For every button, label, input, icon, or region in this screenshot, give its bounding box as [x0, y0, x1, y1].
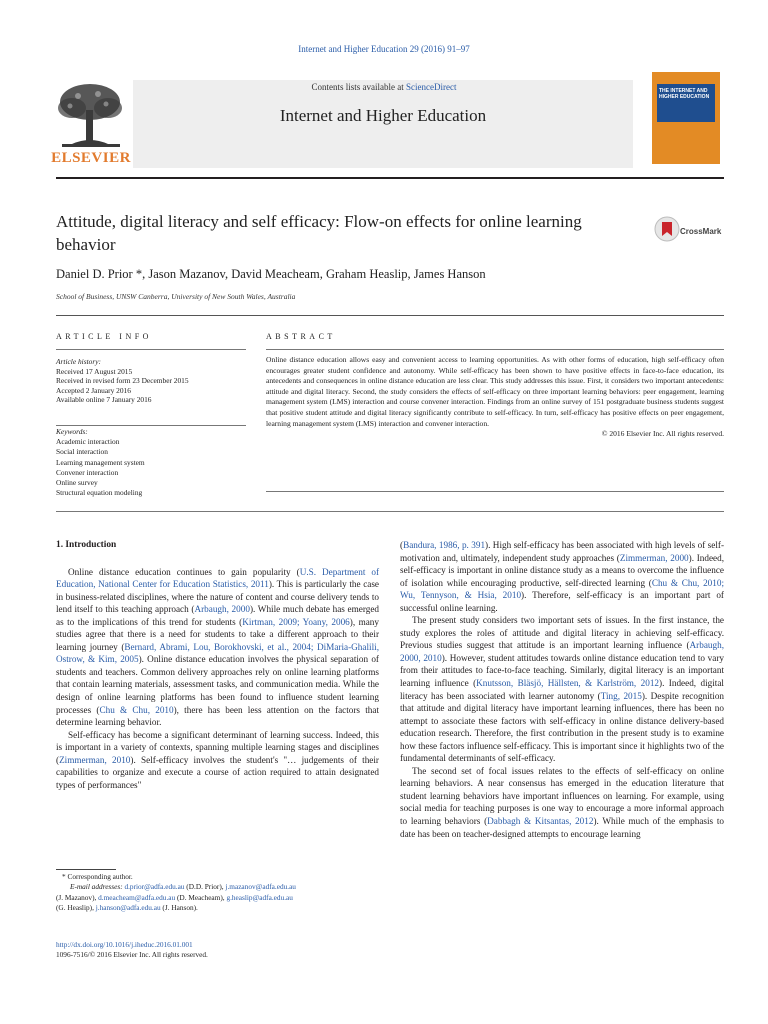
article-title: Attitude, digital literacy and self efficacy: Flow-on effects for online learning behavior — [56, 212, 582, 254]
elsevier-tree-logo-icon — [52, 80, 128, 150]
author-list: Daniel D. Prior *, Jason Mazanov, David Meacheam, Graham Heaslip, James Hanson — [56, 267, 486, 281]
history-received: Received 17 August 2015 — [56, 366, 133, 376]
body-paragraph: The present study considers two important sets of issues. In the first instance, the study explores the roles of attitude and digital literacy in achieving self-efficacy. Previous studies suggest that attitude is an important learning influence (Arbaugh, 2000, 2010). However, student attitudes towards online distance education tend to vary from their attitudes to face-to-face teaching. Similarly, digital literacy is an important learning influence (Knutsson, Bläsjö, Hällsten, & Karlström, 2012). Indeed, digital literacy has been associated with learner autonomy (Ting, 2015). Despite recognition that attitude and digital literacy have important learning influences, there has been no attempt to associate these factors with self-efficacy in online distance delivery-based education research. Therefore, the first contribution in the present study is to examine how these factors influence self-efficacy. This is important since it highlights two of the fundamental determinants of self-efficacy. — [400, 615, 725, 764]
journal-reference-link[interactable]: Internet and Higher Education 29 (2016) 91–97 — [298, 44, 470, 54]
citation-link[interactable]: Ting, 2015 — [600, 690, 642, 701]
section-heading: 1. Introduction — [56, 540, 117, 550]
keyword-item: Online survey — [56, 478, 98, 488]
body-paragraph: Self-efficacy has become a significant determinant of learning success. Indeed, this is important in a variety of contexts, spanning multiple learning stages and disciplines (Zimmerman, 2010). Self-efficacy involves the student's "… judgements of their capabilities to organize and execute a course of action required to attain designated types of performances" — [56, 729, 379, 790]
abstract-heading: ABSTRACT — [266, 332, 336, 341]
keyword-item: Structural equation modeling — [56, 488, 143, 498]
crossmark-icon[interactable] — [654, 215, 680, 245]
citation-link[interactable]: Dabbagh & Kitsantas, 2012 — [487, 816, 594, 827]
history-online: Available online 7 January 2016 — [56, 395, 152, 405]
body-paragraph: Online distance education continues to gain popularity (U.S. Department of Education, National Center for Education Statistics, 2011). This is particularly the case in business-related disciplines, where the nature of content and course delivery tends to lend itself to this teaching approach (Arbaugh, 2000). While much debate has emerged as to the implications of this trend for students (Kirtman, 2009; Yoany, 2006), many studies agree that there is a need for students to take a different approach to their learning journey (Bernard, Abrami, Lou, Borokhovski, et al., 2004; DiMaria-Ghalili, Ostrow, & Kim, 2005). Online distance education involves the physical separation of students and teachers. Common delivery approaches rely on online learning platforms that contain learning materials, assessment tasks, and communication media. While the design of online learning platforms has been found to influence student learning processes (Chu & Chu, 2010), there has been less attention on the factors that determine learning behavior. — [56, 566, 380, 728]
history-label: Article history: — [56, 357, 101, 366]
abstract-divider — [266, 349, 724, 350]
body-divider — [56, 511, 724, 512]
email-label: E-mail addresses: — [70, 882, 123, 892]
keywords-list — [56, 427, 246, 498]
citation-link[interactable]: Chu & Chu, 2010; Wu, Tennyson, & Hsia, 2010 — [400, 577, 724, 601]
keyword-item: Learning management system — [56, 457, 145, 467]
article-info-heading: ARTICLE INFO — [56, 332, 152, 341]
keywords-divider — [56, 425, 246, 426]
footnote-divider — [56, 869, 116, 870]
citation-link[interactable]: Bandura, 1986, p. 391 — [403, 540, 486, 550]
email-link[interactable]: d.prior@adfa.edu.au — [124, 882, 185, 892]
citation-link[interactable]: U.S. Department of Education, National Center for Education Statistics, 2011 — [56, 566, 380, 590]
abstract-end-divider — [266, 491, 724, 492]
title-divider — [56, 315, 724, 316]
citation-link[interactable]: Zimmerman, 2000 — [619, 552, 689, 563]
footnote-mark: * — [62, 872, 66, 881]
email-link[interactable]: j.hanson@adfa.edu.au — [95, 903, 161, 913]
contents-prefix: Contents lists available at — [311, 82, 406, 92]
keywords-label: Keywords: — [56, 427, 88, 436]
info-divider — [56, 349, 246, 350]
history-revised: Received in revised form 23 December 2015 — [56, 376, 189, 386]
keyword-item: Social interaction — [56, 447, 108, 457]
abstract-body — [266, 355, 724, 440]
citation-link[interactable]: Bernard, Abrami, Lou, Borokhovski, et al., 2004; DiMaria-Ghalili, Ostrow, & Kim, 2005 — [56, 641, 379, 665]
footnotes: * Corresponding author. E-mail addresses: d.prior@adfa.edu.au (D.D. Prior), j.mazanov@adfa.edu.au (J. Mazanov), d.meacheam@adfa.edu.au (D. Meacheam), g.heaslip@adfa.edu.au (G. Heaslip), j.hanson@adfa.edu.au (J. Hanson). — [56, 872, 296, 913]
citation-link[interactable]: Knutsson, Bläsjö, Hällsten, & Karlström, 2012 — [476, 678, 660, 689]
citation-link[interactable]: Arbaugh, 2000, 2010 — [400, 640, 724, 663]
email-link[interactable]: g.heaslip@adfa.edu.au — [226, 892, 293, 902]
body-column-right — [400, 539, 724, 840]
header-divider — [56, 177, 724, 179]
keyword-item: Academic interaction — [56, 437, 120, 447]
abstract-paragraph: Online distance education allows easy and convenient access to learning opportunities. As with other forms of education, high self-efficacy often encourages greater student confidence and autonomy. While self-efficacy has been shown to have positive effects in face-to-face education, its antecedents and consequences in online distance education are less clear. This study addresses this issue. First, it considers two important antecedents: attitude and digital literacy. Second, the study considers the effects of self-efficacy on three important learning behaviors: peer engagement, learning management system (LMS) interaction and course convener interaction. Findings from an online survey of 151 postgraduate business students suggest that positive student attitude and digital literacy significantly contribute to self-efficacy. In turn, self-efficacy has positive effects on peer engagement, learning management system (LMS) interaction and convener interaction. — [266, 355, 724, 428]
elsevier-wordmark: ELSEVIER — [51, 150, 131, 166]
sciencedirect-link[interactable]: ScienceDirect — [406, 82, 457, 92]
citation-link[interactable]: Zimmerman, 2010 — [59, 754, 131, 765]
issn-line: 1096-7516/© 2016 Elsevier Inc. All rights reserved. — [56, 950, 208, 960]
journal-title: Internet and Higher Education — [279, 106, 487, 125]
body-paragraph: The second set of focal issues relates to the effects of self-efficacy on online learning behaviors. A near consensus has emerged in the education literature that student learning behaviors have important influences on learning. For example, using social media for teaching purposes is one way to encourage a more informal approach to learning behaviors (Dabbagh & Kitsantas, 2012). While much of the emphasis to date has been on teacher-designed attempts to encourage learning — [400, 765, 724, 839]
body-column-left — [56, 539, 379, 791]
email-link[interactable]: j.mazanov@adfa.edu.au — [225, 882, 296, 892]
abstract-copyright: © 2016 Elsevier Inc. All rights reserved. — [601, 429, 724, 439]
author-affiliation: School of Business, UNSW Canberra, University of New South Wales, Australia — [56, 292, 296, 301]
citation-link[interactable]: Arbaugh, 2000 — [194, 604, 250, 615]
keyword-item: Convener interaction — [56, 467, 119, 477]
citation-link[interactable]: Kirtman, 2009; Yoany, 2006 — [242, 616, 350, 627]
body-paragraph: (Bandura, 1986, p. 391). High self-efficacy has been associated with high levels of self-motivation and, ultimately, independent study approaches (Zimmerman, 2000). Indeed, self-efficacy is important in online distance study as a means to overcome the influence of isolation while encouraging productive, self-directed learning (Chu & Chu, 2010; Wu, Tennyson, & Hsia, 2010). Therefore, self-efficacy is an important part of successful online learning. — [400, 540, 725, 613]
history-accepted: Accepted 2 January 2016 — [56, 385, 131, 395]
email-link[interactable]: d.meacheam@adfa.edu.au — [98, 892, 176, 902]
doi-block — [56, 940, 386, 961]
article-history — [56, 357, 246, 405]
corresponding-author-note: Corresponding author. — [67, 872, 133, 881]
crossmark-label[interactable]: CrossMark — [680, 227, 722, 236]
citation-link[interactable]: Chu & Chu, 2010 — [99, 704, 174, 715]
doi-link[interactable]: http://dx.doi.org/10.1016/j.iheduc.2016.01.001 — [56, 940, 193, 949]
journal-cover-title: THE INTERNET AND HIGHER EDUCATION — [659, 88, 710, 100]
